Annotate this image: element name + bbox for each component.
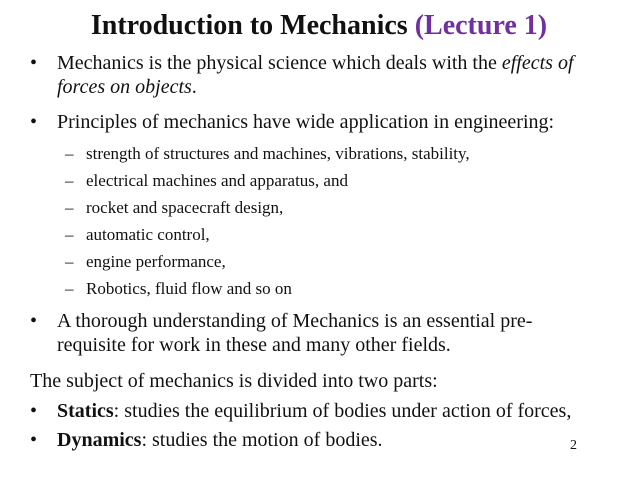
parts-intro-text: The subject of mechanics is divided into two parts: bbox=[30, 370, 438, 392]
title-lecture-label: (Lecture 1) bbox=[414, 10, 548, 41]
bullet-statics bbox=[30, 399, 630, 423]
sub-item-text: Robotics, fluid flow and so on bbox=[86, 279, 292, 298]
dash-marker: – bbox=[65, 279, 74, 298]
statics-definition: : studies the equilibrium of bodies under action of forces, bbox=[113, 400, 572, 422]
page-number: 2 bbox=[570, 438, 577, 453]
dash-marker: – bbox=[65, 252, 74, 271]
sub-item-text: strength of structures and machines, vibrations, stability, bbox=[86, 144, 470, 163]
sub-item bbox=[65, 143, 625, 165]
term-statics: Statics bbox=[57, 400, 114, 422]
sub-item bbox=[65, 251, 625, 273]
bullet-dynamics bbox=[30, 428, 630, 452]
bullet-marker: • bbox=[30, 52, 38, 74]
bullet-marker: • bbox=[30, 400, 38, 422]
bullet-text bbox=[57, 399, 630, 423]
bullet-text: Principles of mechanics have wide application in engineering: bbox=[57, 111, 555, 133]
bullet-principles bbox=[30, 110, 630, 134]
bullet-text-plain: Mechanics is the physical science which deals with the bbox=[57, 52, 502, 74]
slide-title bbox=[0, 9, 638, 43]
sub-item-text: automatic control, bbox=[86, 225, 210, 244]
bullet-marker: • bbox=[30, 310, 38, 332]
dash-marker: – bbox=[65, 171, 74, 190]
bullet-understanding bbox=[30, 309, 630, 357]
sub-item bbox=[65, 197, 625, 219]
bullet-text bbox=[57, 428, 630, 452]
bullet-text-line-1: A thorough understanding of Mechanics is an essential pre- bbox=[57, 310, 533, 332]
sub-item-text: electrical machines and apparatus, and bbox=[86, 171, 348, 190]
bullet-mechanics-definition bbox=[30, 51, 630, 99]
bullet-text-italic-2: forces on objects bbox=[57, 76, 192, 98]
bullet-text bbox=[57, 51, 630, 99]
dash-marker: – bbox=[65, 198, 74, 217]
bullet-text-end: . bbox=[191, 76, 197, 98]
bullet-text-line-2: requisite for work in these and many other fields. bbox=[57, 334, 451, 356]
sub-item bbox=[65, 224, 625, 246]
sub-item-text: engine performance, bbox=[86, 252, 226, 271]
title-main: Introduction to Mechanics bbox=[90, 10, 408, 41]
sub-item bbox=[65, 170, 625, 192]
bullet-marker: • bbox=[30, 429, 38, 451]
sub-item-text: rocket and spacecraft design, bbox=[86, 198, 284, 217]
bullet-text-italic: effects of bbox=[501, 52, 574, 74]
bullet-marker: • bbox=[30, 111, 38, 133]
dash-marker: – bbox=[65, 225, 74, 244]
bullet-text bbox=[57, 309, 630, 357]
dynamics-definition: : studies the motion of bodies. bbox=[141, 429, 383, 451]
sub-item bbox=[65, 278, 625, 300]
term-dynamics: Dynamics bbox=[57, 429, 142, 451]
dash-marker: – bbox=[65, 144, 74, 163]
